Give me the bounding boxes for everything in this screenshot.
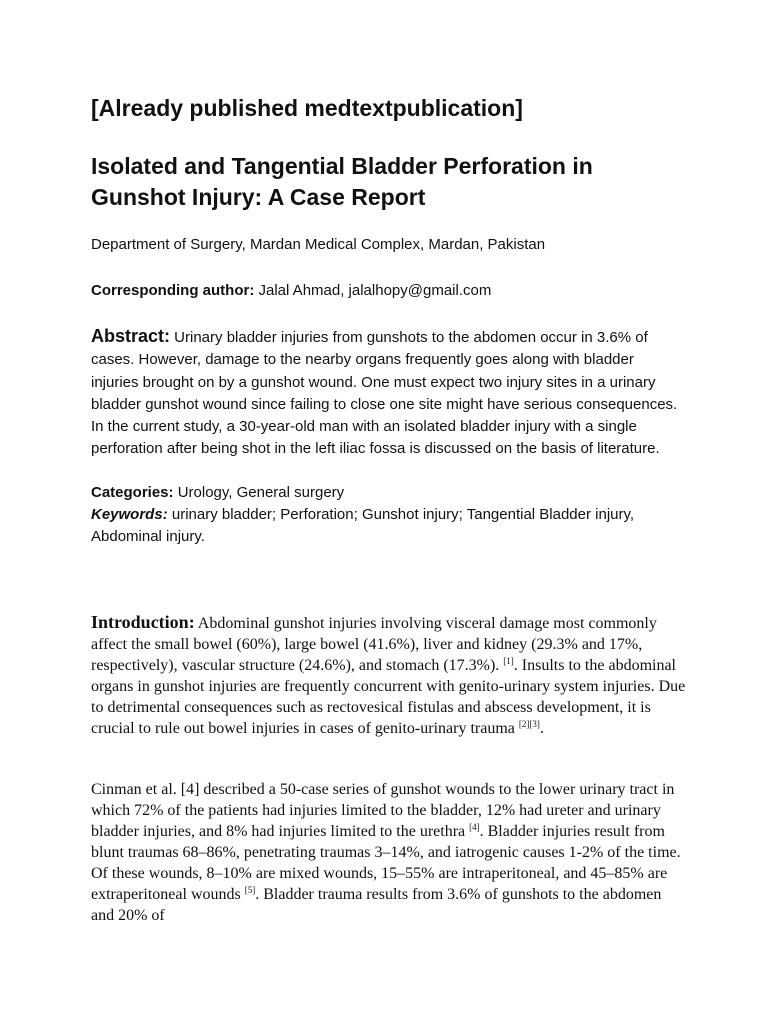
introduction-heading: Introduction: — [91, 612, 195, 632]
categories — [91, 482, 691, 504]
abstract — [91, 325, 681, 461]
corresponding-author-label: Corresponding author: — [91, 282, 255, 299]
paragraph-text: . Bladder trauma results from 3.6% of gunshots to the abdomen and 20% of — [91, 886, 662, 924]
keywords — [91, 504, 691, 548]
introduction-text: Abdominal gunshot injuries involving visceral damage most commonly affect the small bowel (60%), large bowel (41.6%), liver and kidney (29.3% and 17%, respectively), vascular structure (24.6%), and stomach (17.3%). — [91, 615, 657, 674]
citation-1: [1] — [503, 656, 514, 666]
body-paragraph — [91, 779, 686, 926]
keywords-value: urinary bladder; Perforation; Gunshot injury; Tangential Bladder injury, Abdominal injury. — [91, 506, 635, 545]
citation-5: [5] — [244, 885, 256, 895]
corresponding-author — [91, 281, 691, 301]
introduction-text: . Insults to the abdominal organs in gunshot injuries are frequently concurrent with genito-urinary system injuries. Due to detrimental consequences such as rectovesical fistulas and abscess development, it is crucial to rule out bowel injuries in cases of genito-urinary trauma — [91, 657, 686, 737]
abstract-heading: Abstract: — [91, 326, 171, 346]
publication-banner: [Already published medtextpublication] — [91, 95, 523, 121]
paragraph-text: . Bladder injuries result from blunt traumas 68–86%, penetrating traumas 3–14%, and iatrogenic causes 1-2% of the time. Of these wounds, 8–10% are mixed wounds, 15–55% are intraperitoneal, and 45–85% are extraperitoneal wounds — [91, 823, 681, 903]
introduction-paragraph — [91, 612, 686, 739]
paper-title: Isolated and Tangential Bladder Perforation in Gunshot Injury: A Case Report — [91, 153, 593, 210]
abstract-text: Urinary bladder injuries from gunshots to the abdomen occur in 3.6% of cases. However, damage to the nearby organs frequently goes along with bladder injuries brought on by a gunshot wound. One must expect two injury sites in a urinary bladder gunshot wound since failing to close one site might have serious consequences. In the current study, a 30-year-old man with an isolated bladder injury with a single perforation after being shot in the left iliac fossa is discussed on the basis of literature. — [91, 329, 678, 458]
keywords-label: Keywords: — [91, 506, 168, 523]
categories-label: Categories: — [91, 484, 174, 501]
citation-4: [4] — [469, 822, 480, 832]
affiliation: Department of Surgery, Mardan Medical Complex, Mardan, Pakistan — [91, 236, 546, 253]
paragraph-text: Cinman et al. [4] described a 50-case series of gunshot wounds to the lower urinary tract in which 72% of the patients had injuries limited to the bladder, 12% had ureter and urinary bladder injuries, and 8% had injuries limited to the urethra — [91, 781, 675, 840]
citation-2-3: [2][3] — [518, 719, 540, 729]
introduction-text: . — [539, 720, 544, 737]
categories-value: Urology, General surgery — [173, 484, 345, 501]
corresponding-author-value: Jalal Ahmad, jalalhopy@gmail.com — [254, 282, 492, 299]
